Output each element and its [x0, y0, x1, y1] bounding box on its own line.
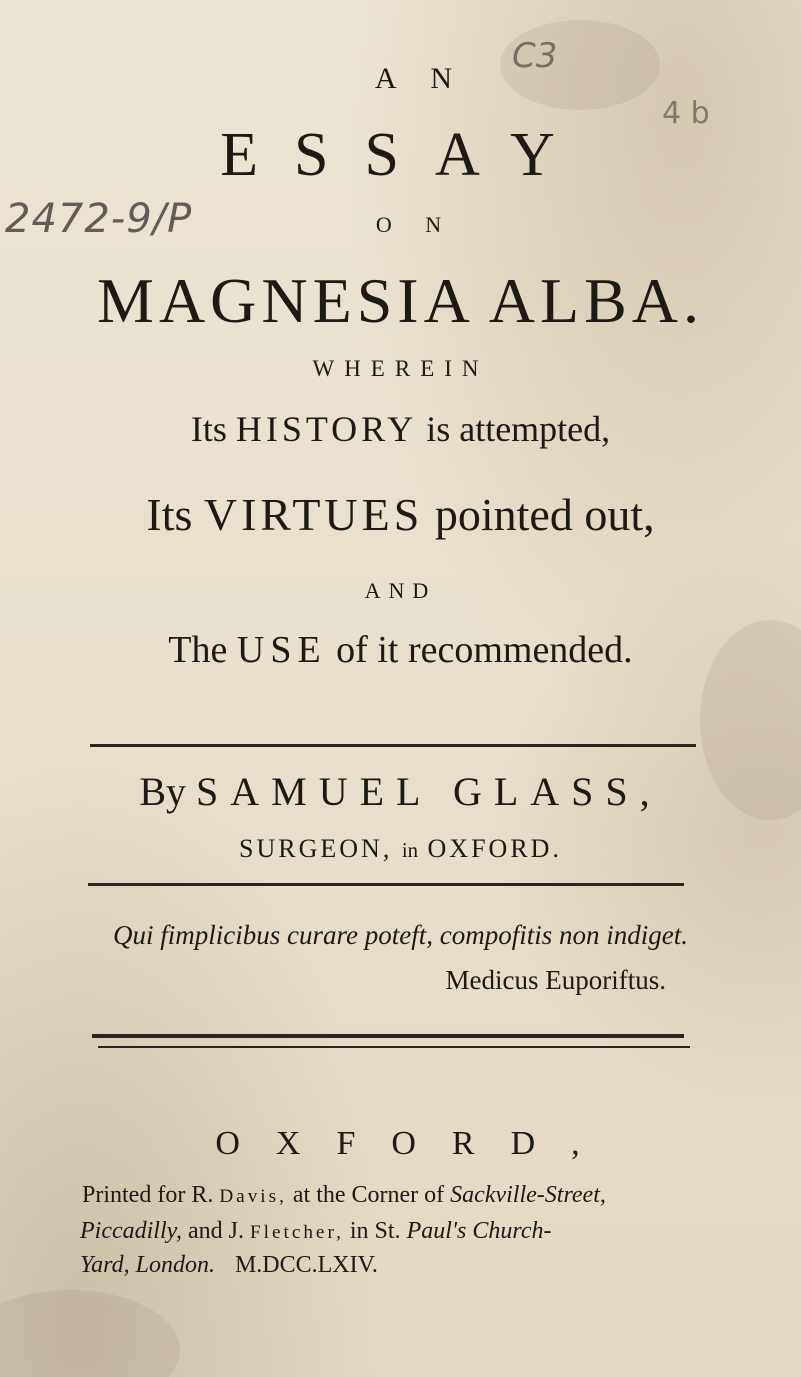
manuscript-note-side: 4 b	[662, 96, 710, 131]
title-essay: ESSAY	[220, 121, 591, 189]
divider-rule-thin	[98, 1046, 690, 1048]
wherein-line: WHEREIN	[312, 356, 489, 381]
divider-rule	[90, 744, 696, 747]
imprint-year: M.DCC.LXIV.	[234, 1252, 378, 1278]
author-place: OXFORD.	[427, 834, 562, 863]
imprint-davis: Davis,	[219, 1186, 287, 1207]
imprint-fletcher: Fletcher,	[249, 1222, 344, 1243]
shelfmark-inscription: 2472-9/P	[5, 196, 193, 242]
main-title: MAGNESIA ALBA.	[97, 265, 704, 336]
author-surgeon: SURGEON,	[239, 834, 393, 863]
use-caps: USE	[236, 629, 327, 671]
author-in: in	[401, 839, 419, 862]
imprint-sackville: Sackville-Street,	[450, 1182, 606, 1208]
title-on: O N	[375, 212, 456, 237]
epigraph-text: Qui fimplicibus curare poteft, compofitis non indiget.	[113, 920, 688, 950]
virtues-post: pointed out,	[434, 489, 655, 540]
imprint-and-j: and J.	[187, 1218, 244, 1244]
use-pre: The	[168, 629, 228, 671]
history-pre: Its	[190, 409, 227, 449]
use-post: of it recommended.	[336, 629, 633, 671]
imprint-line-2	[0, 1218, 801, 1245]
imprint-line-3	[0, 1252, 801, 1279]
paper-stain	[0, 1290, 180, 1377]
author-title-line	[0, 834, 801, 864]
virtues-caps: VIRTUES	[203, 489, 424, 540]
imprint-yard: Yard,	[80, 1252, 130, 1278]
divider-rule-thick	[92, 1034, 684, 1038]
divider-rule	[88, 883, 684, 886]
and-line: AND	[364, 578, 437, 603]
virtues-pre: Its	[146, 489, 193, 540]
epigraph-attribution: Medicus Euporiftus.	[445, 965, 666, 995]
imprint-line-1	[0, 1182, 801, 1209]
virtues-line	[0, 488, 801, 541]
imprint-piccadilly: Piccadilly,	[80, 1218, 182, 1244]
title-an: A N	[374, 62, 467, 95]
author-name: SAMUEL GLASS,	[196, 769, 662, 814]
imprint-city: OXFORD,	[215, 1125, 616, 1162]
history-line	[0, 408, 801, 450]
history-caps: HISTORY	[235, 409, 418, 449]
author-line	[0, 768, 801, 815]
imprint-at-corner: at the Corner of	[292, 1182, 445, 1208]
imprint-london: London.	[135, 1252, 215, 1278]
imprint-pauls: Paul's Church-	[406, 1218, 552, 1244]
author-by: By	[139, 769, 186, 814]
imprint-printed-for: Printed for R.	[82, 1182, 214, 1208]
history-post: is attempted,	[426, 409, 611, 449]
use-line	[0, 628, 801, 672]
manuscript-note-top: C3	[512, 36, 558, 76]
imprint-in-st: in St.	[349, 1218, 401, 1244]
